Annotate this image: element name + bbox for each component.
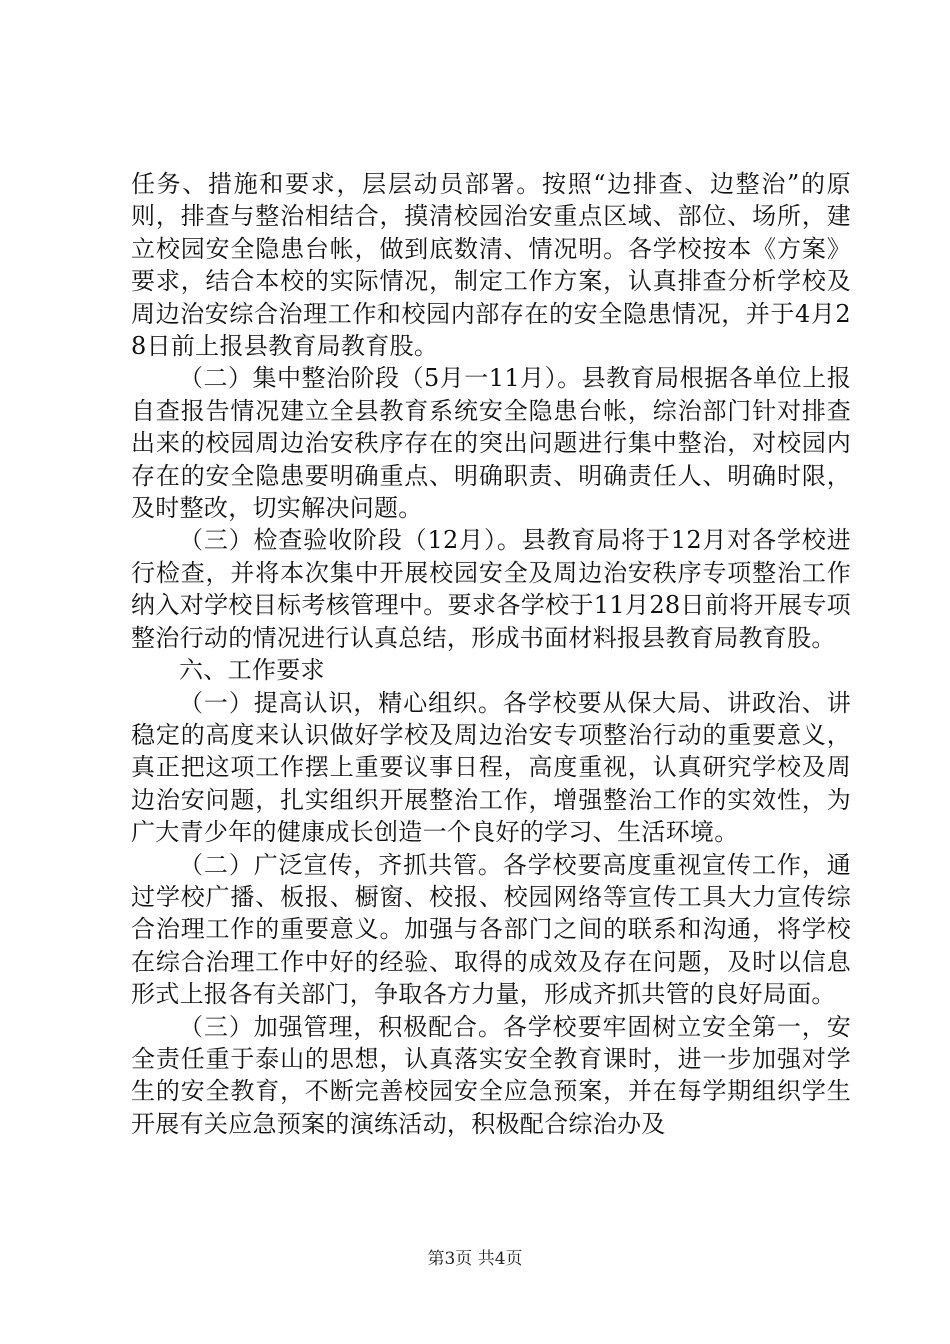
page-number-footer: 第3页 共4页 xyxy=(427,1249,523,1269)
paragraph-requirement-one: （一）提高认识，精心组织。各学校要从保大局、讲政治、讲稳定的高度来认识做好学校及周边治安专项整治行动的重要意义，真正把这项工作摆上重要议事日程，高度重视，认真研究学校及周边治安问题，扎实组织开展整治工作，增强整治工作的实效性，为广大青少年的健康成长创造一个良好的学习、生活环境。 xyxy=(131,688,851,847)
paragraph-continued: 任务、措施和要求，层层动员部署。按照“边排查、边整治”的原则，排查与整治相结合，摸清校园治安重点区域、部位、场所，建立校园安全隐患台帐，做到底数清、情况明。各学校按本《方案》要求，结合本校的实际情况，制定工作方案，认真排查分析学校及周边治安综合治理工作和校园内部存在的安全隐患情况，并于4月28日前上报县教育局教育股。 xyxy=(131,170,851,361)
section-heading-work-requirements: 六、工作要求 xyxy=(179,656,325,685)
document-body xyxy=(131,168,851,1140)
paragraph-phase-three: （三）检查验收阶段（12月）。县教育局将于12月对各学校进行检查，并将本次集中开展校园安全及周边治安秩序专项整治工作纳入对学校目标考核管理中。要求各学校于11月28日前将开展专项整治行动的情况进行认真总结，形成书面材料报县教育局教育股。 xyxy=(131,526,851,652)
paragraph-requirement-two: （二）广泛宣传，齐抓共管。各学校要高度重视宣传工作，通过学校广播、板报、橱窗、校报、校园网络等宣传工具大力宣传综合治理工作的重要意义。加强与各部门之间的联系和沟通，将学校在综合治理工作中好的经验、取得的成效及存在问题，及时以信息形式上报各有关部门，争取各方力量，形成齐抓共管的良好局面。 xyxy=(131,850,851,1009)
paragraph-phase-two: （二）集中整治阶段（5月一11月）。县教育局根据各单位上报自查报告情况建立全县教育系统安全隐患台帐，综治部门针对排查出来的校园周边治安秩序存在的突出问题进行集中整治，对校园内存在的安全隐患要明确重点、明确职责、明确责任人、明确时限，及时整改，切实解决问题。 xyxy=(131,364,851,523)
paragraph-requirement-three: （三）加强管理，积极配合。各学校要牢固树立安全第一，安全责任重于泰山的思想，认真落实安全教育课时，进一步加强对学生的安全教育，不断完善校园安全应急预案，并在每学期组织学生开展有关应急预案的演练活动，积极配合综治办及 xyxy=(131,1012,851,1138)
